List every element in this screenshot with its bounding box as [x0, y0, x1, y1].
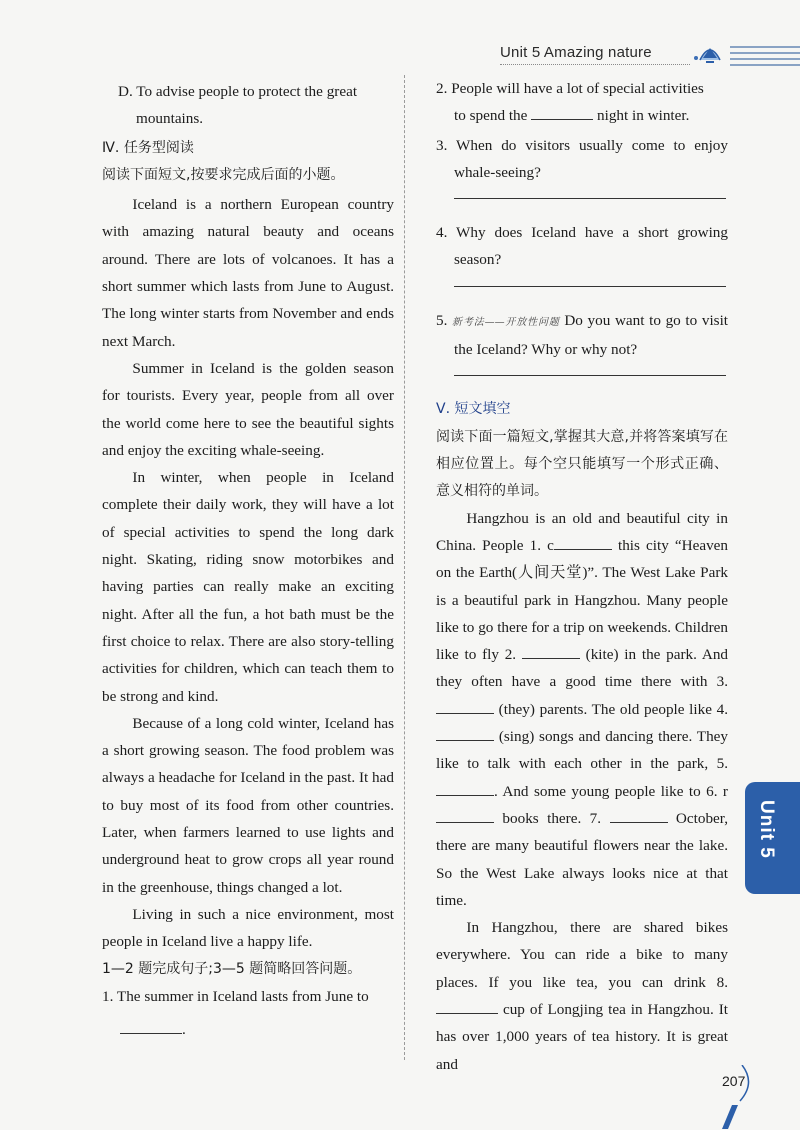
question-4: 4. Why does Iceland have a short growing season? [436, 224, 728, 269]
question-5-tag: 新考法——开放性问题 [452, 316, 560, 328]
header-dotted-line [500, 64, 690, 65]
page-number: 207 [722, 1073, 746, 1089]
hz-text-10: cup of Longjing tea in Hangzhou. It has over 1,000 years of tea history. It is great and [436, 1001, 728, 1073]
hz-text-4: (they) parents. The old people like 4. [498, 700, 728, 718]
passage-paragraph-3: In winter, when people in Iceland complete their daily work, they will have a lot of special activities to spend the long dark night. Skating, riding snow motorbikes and having parties can really make an exciting night. After all the fun, a hot bath must be the first choice to relax. There are also story-telling activities for children, which can teach them to be strong and kind. [102, 469, 394, 705]
question-2-text-post: night in winter. [597, 107, 690, 125]
question-5-number: 5. [436, 311, 448, 329]
answer-blank-q2[interactable] [531, 105, 593, 120]
hz-text-6: . And some young people like to 6. r [494, 782, 728, 800]
hz-text-1: Hangzhou is an old and beautiful city in China. People 1. c [436, 509, 728, 554]
column-divider [404, 75, 405, 1060]
question-1-answer: . [102, 1016, 394, 1043]
passage-paragraph-1: Iceland is a northern European country with amazing natural beauty and oceans around. There are lots of volcanoes. It has a short summer which lasts from June to August. The long winter starts from November and ends next March. [102, 196, 394, 350]
answer-blank-1[interactable] [554, 535, 612, 550]
section-5-title: Ⅴ. 短文填空 [436, 401, 511, 418]
hz-text-7: books there. 7. [502, 809, 602, 827]
answer-blank-8[interactable] [436, 999, 498, 1014]
answer-line-q5[interactable] [454, 375, 726, 376]
passage-paragraph-2: Summer in Iceland is the golden season for tourists. Every year, people from all over the world come here to see the beautiful sights and enjoy the exciting whale-seeing. [102, 359, 394, 459]
hz-text-5: (sing) songs and dancing there. They like to talk with each other in the park, 5. [436, 728, 728, 773]
answer-blank-2[interactable] [522, 644, 580, 659]
question-2-text-pre: to spend the [454, 107, 528, 125]
passage-paragraph-5: Living in such a nice environment, most people in Iceland live a happy life. [102, 905, 394, 951]
question-5-text: Do you want to go to visit the Iceland? Why or why not? [454, 311, 729, 359]
answer-blank-3[interactable] [436, 699, 494, 714]
question-1: 1. The summer in Iceland lasts from June to [102, 987, 369, 1005]
question-2-line2 [436, 102, 728, 129]
answer-blank-5[interactable] [436, 781, 494, 796]
answer-line-q3[interactable] [454, 198, 726, 199]
option-d-line2: mountains. [136, 110, 204, 128]
answer-blank-7[interactable] [610, 808, 668, 823]
question-3: 3. When do visitors usually come to enjoy whale-seeing? [436, 136, 728, 181]
section-4-instructions: 阅读下面短文,按要求完成后面的小题。 [102, 166, 345, 183]
section-4-title: Ⅳ. 任务型阅读 [102, 139, 194, 156]
header-decor-lines [730, 46, 800, 70]
hangzhou-paragraph-1 [436, 505, 728, 914]
hz-text-9: In Hangzhou, there are shared bikes everywhere. You can ride a bike to many places. If you like tea, you can drink 8. [436, 919, 728, 991]
hz-text-8: October, there are many beautiful flowers near the lake. So the West Lake always looks nice at that time. [436, 809, 729, 909]
book-logo-icon [690, 38, 730, 68]
section-5-instructions: 阅读下面一篇短文,掌握其大意,并将答案填写在相应位置上。每个空只能填写一个形式正确、意义相符的单词。 [436, 428, 728, 499]
answer-blank-4[interactable] [436, 726, 494, 741]
hz-text-3: (kite) in the park. And they often have a good time there with 3. [436, 646, 729, 691]
answer-blank-6[interactable] [436, 808, 494, 823]
task-instructions: 1—2 题完成句子;3—5 题简略回答问题。 [102, 960, 362, 977]
question-5 [436, 307, 728, 364]
left-column [102, 78, 394, 1043]
running-header [500, 38, 800, 70]
answer-line-q4[interactable] [454, 286, 726, 287]
hangzhou-paragraph-2 [436, 914, 728, 1078]
header-title: Unit 5 Amazing nature [500, 44, 652, 61]
unit-side-tab [745, 782, 800, 894]
unit-tab-label: Unit 5 [756, 800, 777, 859]
option-d-line1: D. To advise people to protect the great [118, 83, 358, 100]
hz-text-2: this city “Heaven on the Earth(人间天堂)”. The West Lake Park is a beautiful park in Hangzhou. Many people like to go there for a trip on weekends. Children like to fly 2. [436, 536, 729, 664]
passage-paragraph-4: Because of a long cold winter, Iceland has a short growing season. The food problem was always a headache for Iceland in the past. It had to buy most of its food from other countries. Later, when farmers learned to use lights and underground heat to grow crops all year round in the greenhouse, things changed a lot. [102, 714, 394, 896]
question-2-line1: 2. People will have a lot of special activities [436, 80, 704, 97]
answer-blank-q1[interactable] [120, 1019, 182, 1034]
right-column [436, 75, 728, 1078]
